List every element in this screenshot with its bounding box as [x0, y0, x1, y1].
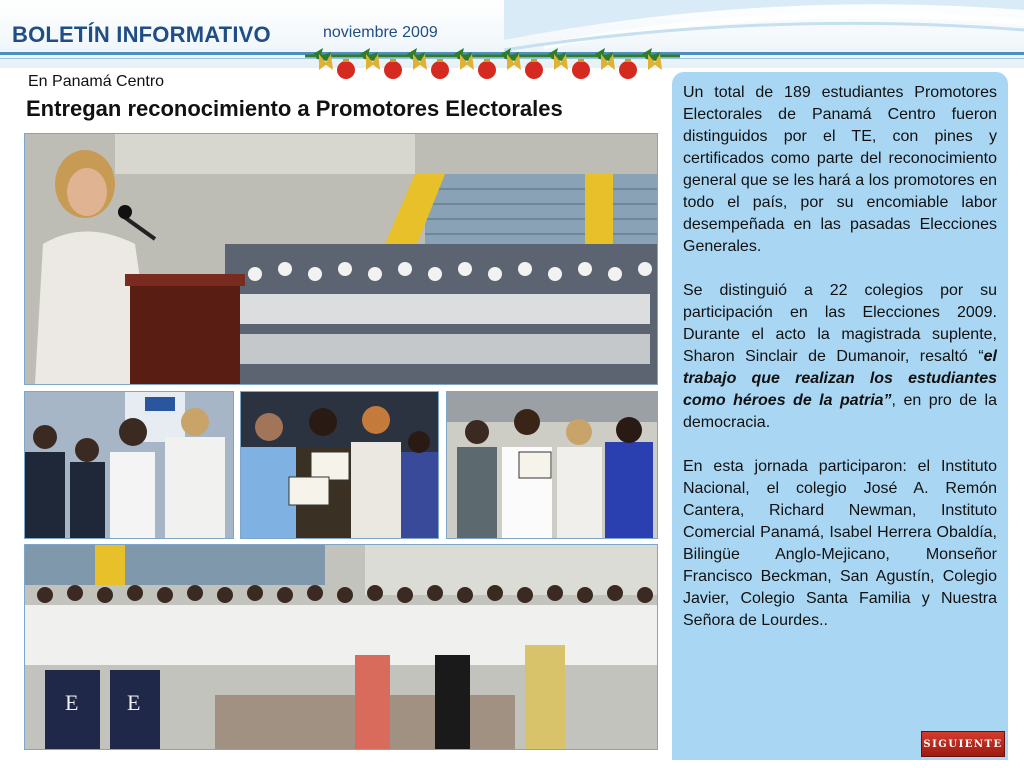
photo-group-students [24, 544, 658, 750]
article-paragraph-1: Un total de 189 estudiantes Promotores Electorales de Panamá Centro fueron distinguidos por el TE, con pines y certificados como parte del reconocimiento general que se les hará a los promotores en todo el país, por su encomiable labor desempeñada en las pasadas Elecciones Generales. [683, 84, 997, 255]
issue-date: noviembre 2009 [323, 24, 438, 41]
newsletter-title: BOLETÍN INFORMATIVO [12, 22, 271, 47]
article-paragraph-3: En esta jornada participaron: el Instituto Nacional, el colegio José A. Remón Cantera, Richard Newman, Instituto Comercial Panamá, Isabel Herrera Obaldía, Bilingüe Anglo-Mejicano, Monseñor Francisco Beckman, San Agustín, Colegio Javier, Colegio Santa Familia y Nuestra Señora de Lourdes.. [683, 458, 997, 629]
article-headline: Entregan reconocimiento a Promotores Electorales [26, 96, 563, 121]
photo-pin-ceremony [24, 391, 234, 539]
photo-ceremony-speaker [24, 133, 658, 385]
article-paragraph-2 [683, 280, 997, 434]
next-button[interactable]: SIGUIENTE [921, 731, 1005, 757]
quote-highlight: el trabajo que realizan los estudiantes como héroes de la patria” [683, 348, 997, 409]
svg-text:E: E [127, 690, 141, 715]
paragraph-2-outro: , en pro de la democracia. [683, 392, 997, 431]
christmas-garland [305, 46, 680, 86]
paragraph-2-intro: Se distinguió a 22 colegios por su participación en las Elecciones 2009. Durante el acto la magistrada suplente, Sharon Sinclair de Dumanoir, resaltó “ [683, 282, 997, 365]
photo-certificate-2 [446, 391, 658, 539]
article-body [683, 82, 997, 654]
article-kicker: En Panamá Centro [28, 73, 165, 90]
christmas-ornament-icon [313, 48, 662, 79]
photo-certificate-1 [240, 391, 439, 539]
svg-text:E: E [65, 690, 79, 715]
